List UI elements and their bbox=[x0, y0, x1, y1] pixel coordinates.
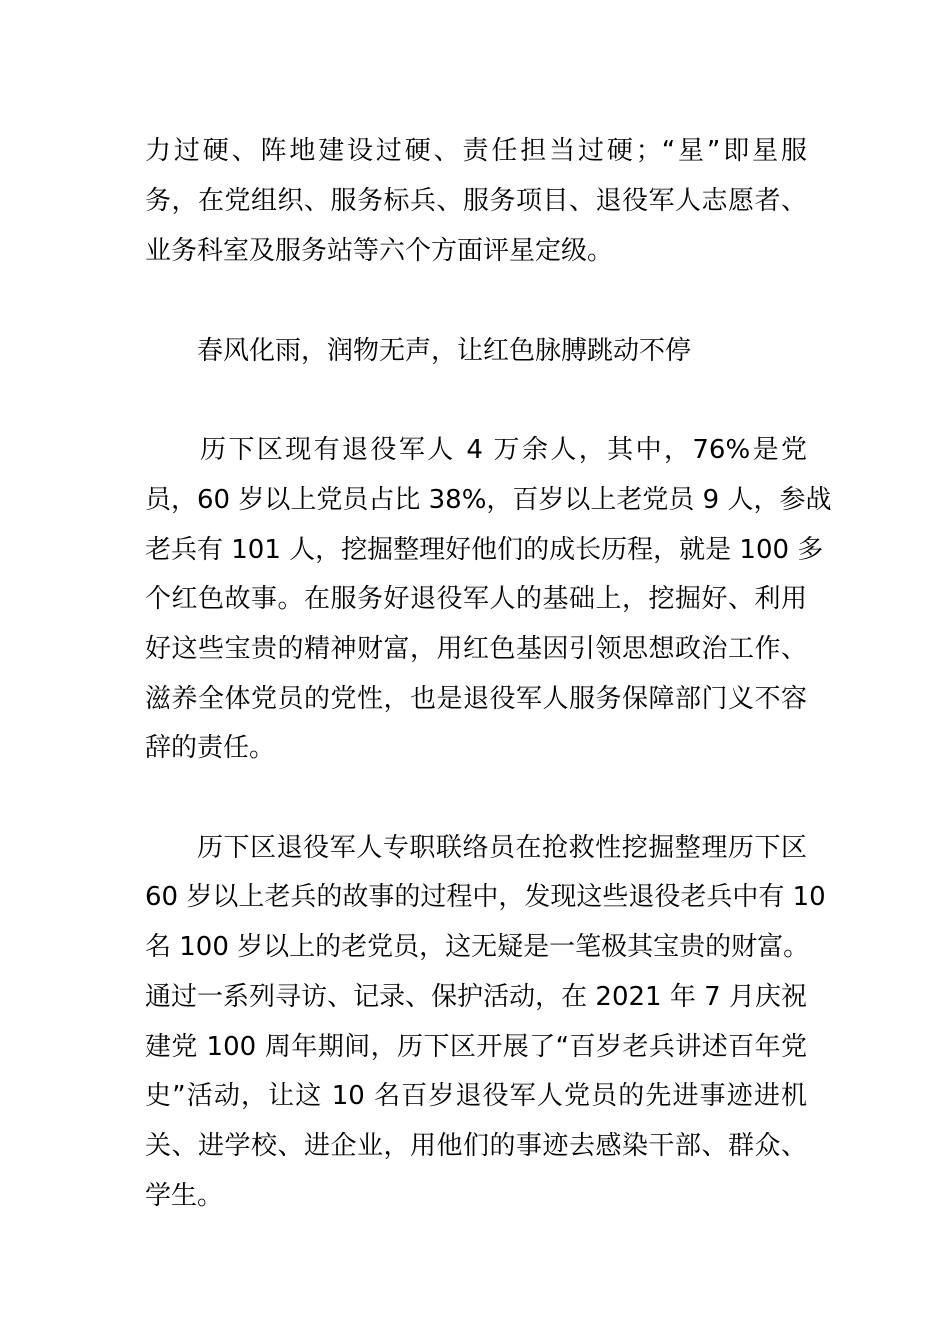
paragraph-3-line-1: 历下区现有退役军人 4 万余人，其中，76%是党 bbox=[200, 435, 807, 465]
paragraph-3-line-2: 员，60 岁以上党员占比 38%，百岁以上老党员 9 人，参战 bbox=[145, 485, 832, 515]
section-heading: 春风化雨，润物无声，让红色脉膊跳动不停 bbox=[197, 336, 692, 366]
paragraph-1-line-3: 业务科室及服务站等六个方面评星定级。 bbox=[145, 236, 614, 266]
paragraph-4-line-6: 史”活动，让这 10 名百岁退役军人党员的先进事迹进机 bbox=[145, 1081, 807, 1111]
paragraph-4-line-7: 关、进学校、进企业，用他们的事迹去感染干部、群众、 bbox=[145, 1131, 807, 1161]
paragraph-1-line-2: 务，在党组织、服务标兵、服务项目、退役军人志愿者、 bbox=[145, 186, 807, 216]
paragraph-4-line-3: 名 100 岁以上的老党员，这无疑是一笔极其宝贵的财富。 bbox=[145, 932, 810, 962]
paragraph-3-line-3: 老兵有 101 人，挖掘整理好他们的成长历程，就是 100 多 bbox=[145, 535, 824, 565]
paragraph-3-line-4: 个红色故事。在服务好退役军人的基础上，挖掘好、利用 bbox=[145, 584, 807, 614]
paragraph-3-line-7: 辞的责任。 bbox=[145, 733, 276, 763]
paragraph-3-line-6: 滋养全体党员的党性，也是退役军人服务保障部门义不容 bbox=[145, 684, 807, 714]
paragraph-3-line-5: 好这些宝贵的精神财富，用红色基因引领思想政治工作、 bbox=[145, 634, 807, 664]
paragraph-1-line-1: 力过硬、阵地建设过硬、责任担当过硬；“星”即星服 bbox=[145, 136, 807, 166]
paragraph-4-line-8: 学生。 bbox=[145, 1181, 224, 1211]
paragraph-4-line-1: 历下区退役军人专职联络员在抢救性挖掘整理历下区 bbox=[197, 833, 807, 863]
paragraph-4-line-4: 通过一系列寻访、记录、保护活动，在 2021 年 7 月庆祝 bbox=[145, 982, 807, 1012]
paragraph-4-line-5: 建党 100 周年期间，历下区开展了“百岁老兵讲述百年党 bbox=[145, 1032, 807, 1062]
paragraph-4-line-2: 60 岁以上老兵的故事的过程中，发现这些退役老兵中有 10 bbox=[145, 882, 826, 912]
